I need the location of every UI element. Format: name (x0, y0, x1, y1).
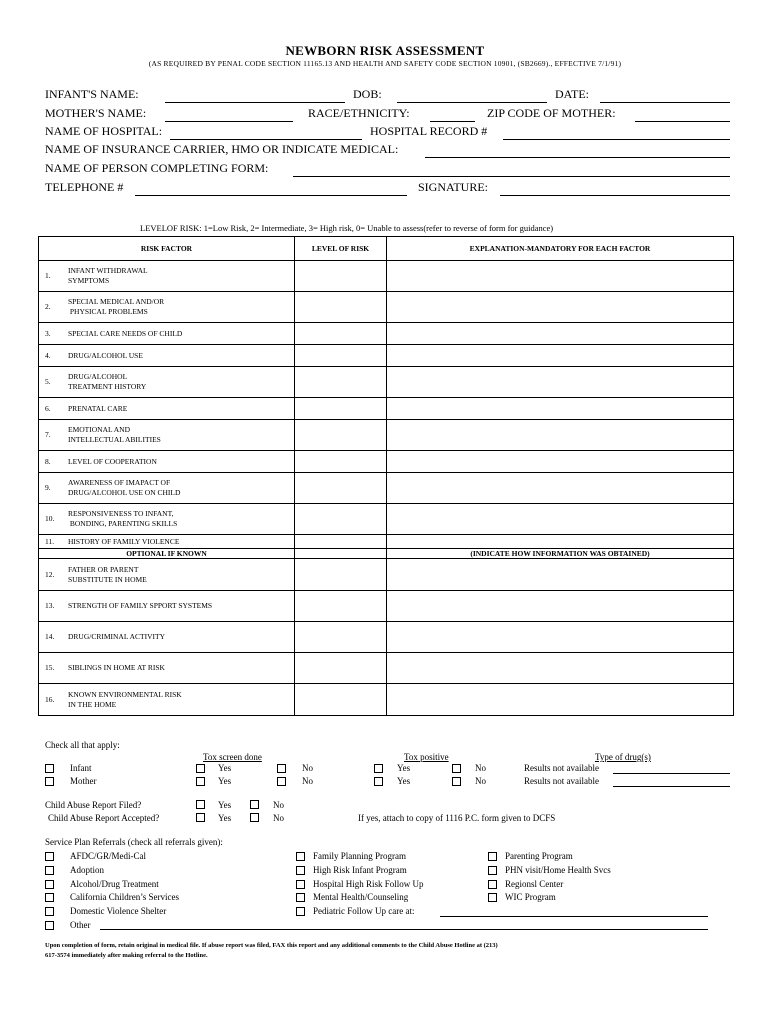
signature-label: SIGNATURE: (418, 180, 489, 194)
risk-factor-number: 13. (45, 601, 55, 610)
table-row (39, 473, 734, 504)
hospital-record-field[interactable] (503, 139, 730, 140)
abuse-filed-label: Child Abuse Report Filed? (45, 800, 142, 810)
risk-factor-number: 10. (45, 514, 55, 523)
risk-factor-label: RESPONSIVENESS TO INFANT, BONDING, PARENTING SKILLS (68, 509, 178, 528)
mother-tox-no-label: No (302, 776, 313, 786)
risk-factor-cell (39, 684, 295, 716)
table-row (39, 653, 734, 684)
referrals-title: Service Plan Referrals (check all referrals given): (45, 837, 223, 847)
hospital-field[interactable] (170, 139, 362, 140)
risk-factor-cell (39, 323, 295, 345)
explanation-cell[interactable] (387, 292, 734, 323)
risk-factor-number: 3. (45, 328, 51, 338)
mother-tox-yes-label: Yes (218, 776, 232, 786)
risk-factor-number: 6. (45, 403, 51, 413)
level-of-risk-cell[interactable] (295, 473, 387, 504)
mother-pos-yes-checkbox[interactable] (374, 777, 383, 786)
mother-label: Mother (70, 776, 97, 786)
risk-factor-number: 15. (45, 663, 55, 672)
form-subtitle: (AS REQUIRED BY PENAL CODE SECTION 11165.13 AND HEALTH AND SAFETY CODE SECTION 10901, (SB2669)., EFFECTIVE 7/1/91) (148, 59, 622, 68)
attach-note: If yes, attach to copy of 1116 P.C. form given to DCFS (358, 813, 556, 823)
risk-factor-label: HISTORY OF FAMILY VIOLENCE (68, 536, 180, 546)
table-row (39, 504, 734, 535)
race-label: RACE/ETHNICITY: (308, 106, 410, 120)
table-row (39, 535, 734, 549)
infant-tox-yes-checkbox[interactable] (196, 764, 205, 773)
risk-table (38, 236, 734, 716)
risk-factor-cell (39, 622, 295, 653)
infant-tox-no-checkbox[interactable] (277, 764, 286, 773)
date-label: DATE: (555, 87, 589, 101)
table-row (39, 591, 734, 622)
risk-factor-label: FATHER OR PARENT SUBSTITUTE IN HOME (68, 564, 147, 584)
hospital-record-label: HOSPITAL RECORD # (370, 124, 488, 138)
check-intro: Check all that apply: (45, 740, 120, 750)
referral-label: AFDC/GR/Medi-Cal (70, 851, 147, 861)
optional-header-row (39, 549, 734, 559)
referral-checkbox[interactable] (45, 866, 54, 875)
abuse-accepted-no-checkbox[interactable] (250, 813, 259, 822)
risk-legend: LEVELOF RISK: 1=Low Risk, 2= Intermediate, 3= High risk, 0= Unable to assess(refer to reverse of form for guidance) (140, 223, 554, 233)
explanation-cell[interactable] (387, 261, 734, 292)
table-row (39, 323, 734, 345)
explanation-cell[interactable] (387, 473, 734, 504)
explanation-cell[interactable] (387, 451, 734, 473)
dob-label: DOB: (353, 87, 382, 101)
infant-label: Infant (70, 763, 92, 773)
risk-factor-cell (39, 591, 295, 622)
risk-factor-label: SPECIAL CARE NEEDS OF CHILD (68, 328, 183, 338)
risk-factor-cell (39, 473, 295, 504)
explanation-cell[interactable] (387, 622, 734, 653)
referral-label: Alcohol/Drug Treatment (70, 878, 159, 889)
risk-factor-cell (39, 261, 295, 292)
mother-pos-yes-label: Yes (397, 776, 411, 786)
other-referral-field[interactable] (100, 929, 708, 930)
infant-name-label: INFANT'S NAME: (45, 87, 139, 101)
referral-checkbox[interactable] (488, 866, 497, 875)
abuse-accepted-yes-checkbox[interactable] (196, 813, 205, 822)
table-row (39, 420, 734, 451)
explanation-cell[interactable] (387, 398, 734, 420)
level-of-risk-cell[interactable] (295, 591, 387, 622)
pediatric-followup-field[interactable] (440, 916, 708, 917)
abuse-filed-no-label: No (273, 800, 284, 810)
referral-label: Family Planning Program (313, 851, 406, 861)
explanation-cell[interactable] (387, 420, 734, 451)
header-explanation: EXPLANATION-MANDATORY FOR EACH FACTOR (387, 237, 734, 261)
level-of-risk-cell[interactable] (295, 504, 387, 535)
form-title: NEWBORN RISK ASSESSMENT (285, 43, 485, 58)
abuse-accepted-yes-label: Yes (218, 813, 232, 823)
risk-factor-label: SIBLINGS IN HOME AT RISK (68, 663, 165, 672)
table-row (39, 367, 734, 398)
table-row (39, 261, 734, 292)
telephone-field[interactable] (135, 195, 407, 196)
header-level-of-risk: LEVEL OF RISK (295, 237, 387, 261)
referral-checkbox[interactable] (296, 866, 305, 875)
risk-factor-cell (39, 535, 295, 549)
table-header-row (39, 237, 734, 261)
referral-label: Adoption (70, 864, 105, 875)
risk-factor-number: 5. (45, 377, 51, 386)
explanation-cell[interactable] (387, 591, 734, 622)
explanation-cell[interactable] (387, 535, 734, 549)
level-of-risk-cell[interactable] (295, 420, 387, 451)
referral-label: Domestic Violence Shelter (70, 906, 167, 917)
date-field[interactable] (600, 102, 730, 103)
risk-factor-number: 4. (45, 350, 51, 360)
optional-level-header (295, 549, 387, 559)
risk-factor-label: EMOTIONAL AND INTELLECTUAL ABILITIES (68, 425, 161, 444)
mother-results-na: Results not available (524, 776, 599, 786)
table-row (39, 559, 734, 591)
risk-factor-number: 7. (45, 430, 51, 439)
risk-factor-cell (39, 367, 295, 398)
risk-factor-cell (39, 451, 295, 473)
table-row (39, 292, 734, 323)
risk-factor-label: DRUG/ALCOHOL TREATMENT HISTORY (68, 372, 147, 391)
referral-label: Mental Health/Counseling (313, 892, 409, 903)
explanation-cell[interactable] (387, 323, 734, 345)
mother-pos-no-checkbox[interactable] (452, 777, 461, 786)
risk-factor-label: INFANT WITHDRAWAL SYMPTOMS (68, 266, 148, 285)
infant-pos-yes-checkbox[interactable] (374, 764, 383, 773)
level-of-risk-cell[interactable] (295, 451, 387, 473)
table-row (39, 398, 734, 420)
risk-factor-label: AWARENESS OF IMAPACT OF DRUG/ALCOHOL USE ON CHILD (68, 478, 181, 497)
referral-label: PHN visit/Home Health Svcs (505, 864, 611, 875)
risk-factor-label: DRUG/CRIMINAL ACTIVITY (68, 632, 166, 641)
footer-line2: 617-3574 immediately after making referral to the Hotline. (45, 952, 208, 959)
level-of-risk-cell[interactable] (295, 535, 387, 549)
zip-field[interactable] (635, 121, 730, 122)
risk-factor-cell (39, 420, 295, 451)
risk-factor-label: DRUG/ALCOHOL USE (68, 350, 143, 360)
level-of-risk-cell[interactable] (295, 367, 387, 398)
infant-tox-no-label: No (302, 763, 313, 773)
zip-label: ZIP CODE OF MOTHER: (487, 106, 616, 120)
level-of-risk-cell[interactable] (295, 323, 387, 345)
referral-label: WIC Program (505, 892, 556, 903)
optional-label: OPTIONAL IF KNOWN (39, 549, 295, 559)
referral-checkbox[interactable] (488, 893, 497, 902)
referral-label: Parenting Program (505, 851, 573, 861)
header-risk-factor: RISK FACTOR (39, 237, 295, 261)
mother-name-field[interactable] (165, 121, 293, 122)
infant-pos-yes-label: Yes (397, 763, 411, 773)
referral-checkbox[interactable] (296, 852, 305, 861)
explanation-cell[interactable] (387, 504, 734, 535)
referral-checkbox[interactable] (296, 907, 305, 916)
abuse-filed-yes-checkbox[interactable] (196, 800, 205, 809)
referral-checkbox[interactable] (45, 921, 54, 930)
referral-label: Hospital High Risk Follow Up (313, 878, 424, 889)
risk-factor-number: 16. (45, 694, 55, 704)
referral-checkbox[interactable] (45, 907, 54, 916)
table-row (39, 622, 734, 653)
referral-checkbox[interactable] (45, 893, 54, 902)
infant-drug-type-field[interactable] (613, 773, 730, 774)
abuse-filed-yes-label: Yes (218, 800, 232, 810)
telephone-label: TELEPHONE # (45, 180, 124, 194)
infant-pos-no-label: No (475, 763, 486, 773)
referral-label: California Children’s Services (70, 892, 179, 903)
insurance-field[interactable] (425, 157, 730, 158)
level-of-risk-cell[interactable] (295, 653, 387, 684)
risk-factor-number: 14. (45, 632, 55, 641)
tox-screen-header: Tox screen done (203, 752, 262, 762)
tox-positive-header: Tox positive (404, 752, 449, 762)
risk-factor-cell (39, 653, 295, 684)
race-field[interactable] (430, 121, 475, 122)
table-row (39, 345, 734, 367)
risk-factor-cell (39, 559, 295, 591)
person-field[interactable] (293, 176, 730, 177)
signature-field[interactable] (500, 195, 730, 196)
table-row (39, 451, 734, 473)
explanation-cell[interactable] (387, 345, 734, 367)
risk-factor-label: LEVEL OF COOPERATION (68, 456, 157, 466)
risk-factor-cell (39, 345, 295, 367)
explanation-cell[interactable] (387, 684, 734, 716)
infant-results-na: Results not available (524, 763, 599, 773)
table-row (39, 684, 734, 716)
infant-checkbox[interactable] (45, 764, 54, 773)
risk-factor-label: KNOWN ENVIRONMENTAL RISK IN THE HOME (68, 689, 182, 709)
referral-label: Pediatric Follow Up care at: (313, 906, 415, 917)
referral-label: Regionsl Center (505, 878, 564, 889)
insurance-label: NAME OF INSURANCE CARRIER, HMO OR INDICATE MEDICAL: (45, 142, 399, 156)
abuse-accepted-label: Child Abuse Report Accepted? (48, 813, 160, 823)
infant-pos-no-checkbox[interactable] (452, 764, 461, 773)
risk-factor-number: 2. (45, 302, 51, 311)
risk-factor-label: PRENATAL CARE (68, 403, 128, 413)
level-of-risk-cell[interactable] (295, 398, 387, 420)
mother-pos-no-label: No (475, 776, 486, 786)
risk-factor-number: 8. (45, 456, 51, 466)
mother-tox-no-checkbox[interactable] (277, 777, 286, 786)
level-of-risk-cell[interactable] (295, 684, 387, 716)
risk-factor-cell (39, 398, 295, 420)
referral-checkbox[interactable] (488, 852, 497, 861)
referral-checkbox[interactable] (296, 893, 305, 902)
drug-type-header: Type of drug(s) (595, 752, 651, 762)
risk-factor-cell (39, 504, 295, 535)
referral-checkbox[interactable] (296, 880, 305, 889)
risk-factor-number: 11. (45, 536, 55, 546)
referral-checkbox[interactable] (45, 852, 54, 861)
footer-line1: Upon completion of form, retain original in medical file. If abuse report was filed, FAX this report and any additional comments to the Child Abuse Hotline at (213) (45, 942, 498, 949)
infant-tox-yes-label: Yes (218, 763, 232, 773)
abuse-accepted-no-label: No (273, 813, 284, 823)
referral-label: Other (70, 920, 91, 930)
referral-checkbox[interactable] (45, 880, 54, 889)
risk-factor-number: 9. (45, 483, 51, 492)
risk-factor-cell (39, 292, 295, 323)
mother-drug-type-field[interactable] (613, 786, 730, 787)
hospital-label: NAME OF HOSPITAL: (45, 124, 163, 138)
risk-factor-number: 12. (45, 569, 55, 579)
risk-factor-label: STRENGTH OF FAMILY SPPORT SYSTEMS (68, 601, 213, 610)
dob-field[interactable] (397, 102, 547, 103)
risk-factor-number: 1. (45, 271, 51, 280)
mother-checkbox[interactable] (45, 777, 54, 786)
level-of-risk-cell[interactable] (295, 261, 387, 292)
person-label: NAME OF PERSON COMPLETING FORM: (45, 161, 269, 175)
optional-note: (INDICATE HOW INFORMATION WAS OBTAINED) (387, 549, 734, 559)
explanation-cell[interactable] (387, 367, 734, 398)
abuse-filed-no-checkbox[interactable] (250, 800, 259, 809)
explanation-cell[interactable] (387, 653, 734, 684)
risk-factor-label: SPECIAL MEDICAL AND/OR PHYSICAL PROBLEMS (68, 297, 165, 316)
level-of-risk-cell[interactable] (295, 345, 387, 367)
level-of-risk-cell[interactable] (295, 559, 387, 591)
mother-tox-yes-checkbox[interactable] (196, 777, 205, 786)
mother-name-label: MOTHER'S NAME: (45, 106, 147, 120)
level-of-risk-cell[interactable] (295, 292, 387, 323)
level-of-risk-cell[interactable] (295, 622, 387, 653)
explanation-cell[interactable] (387, 559, 734, 591)
infant-name-field[interactable] (165, 102, 345, 103)
referral-checkbox[interactable] (488, 880, 497, 889)
referral-label: High Risk Infant Program (313, 864, 407, 875)
